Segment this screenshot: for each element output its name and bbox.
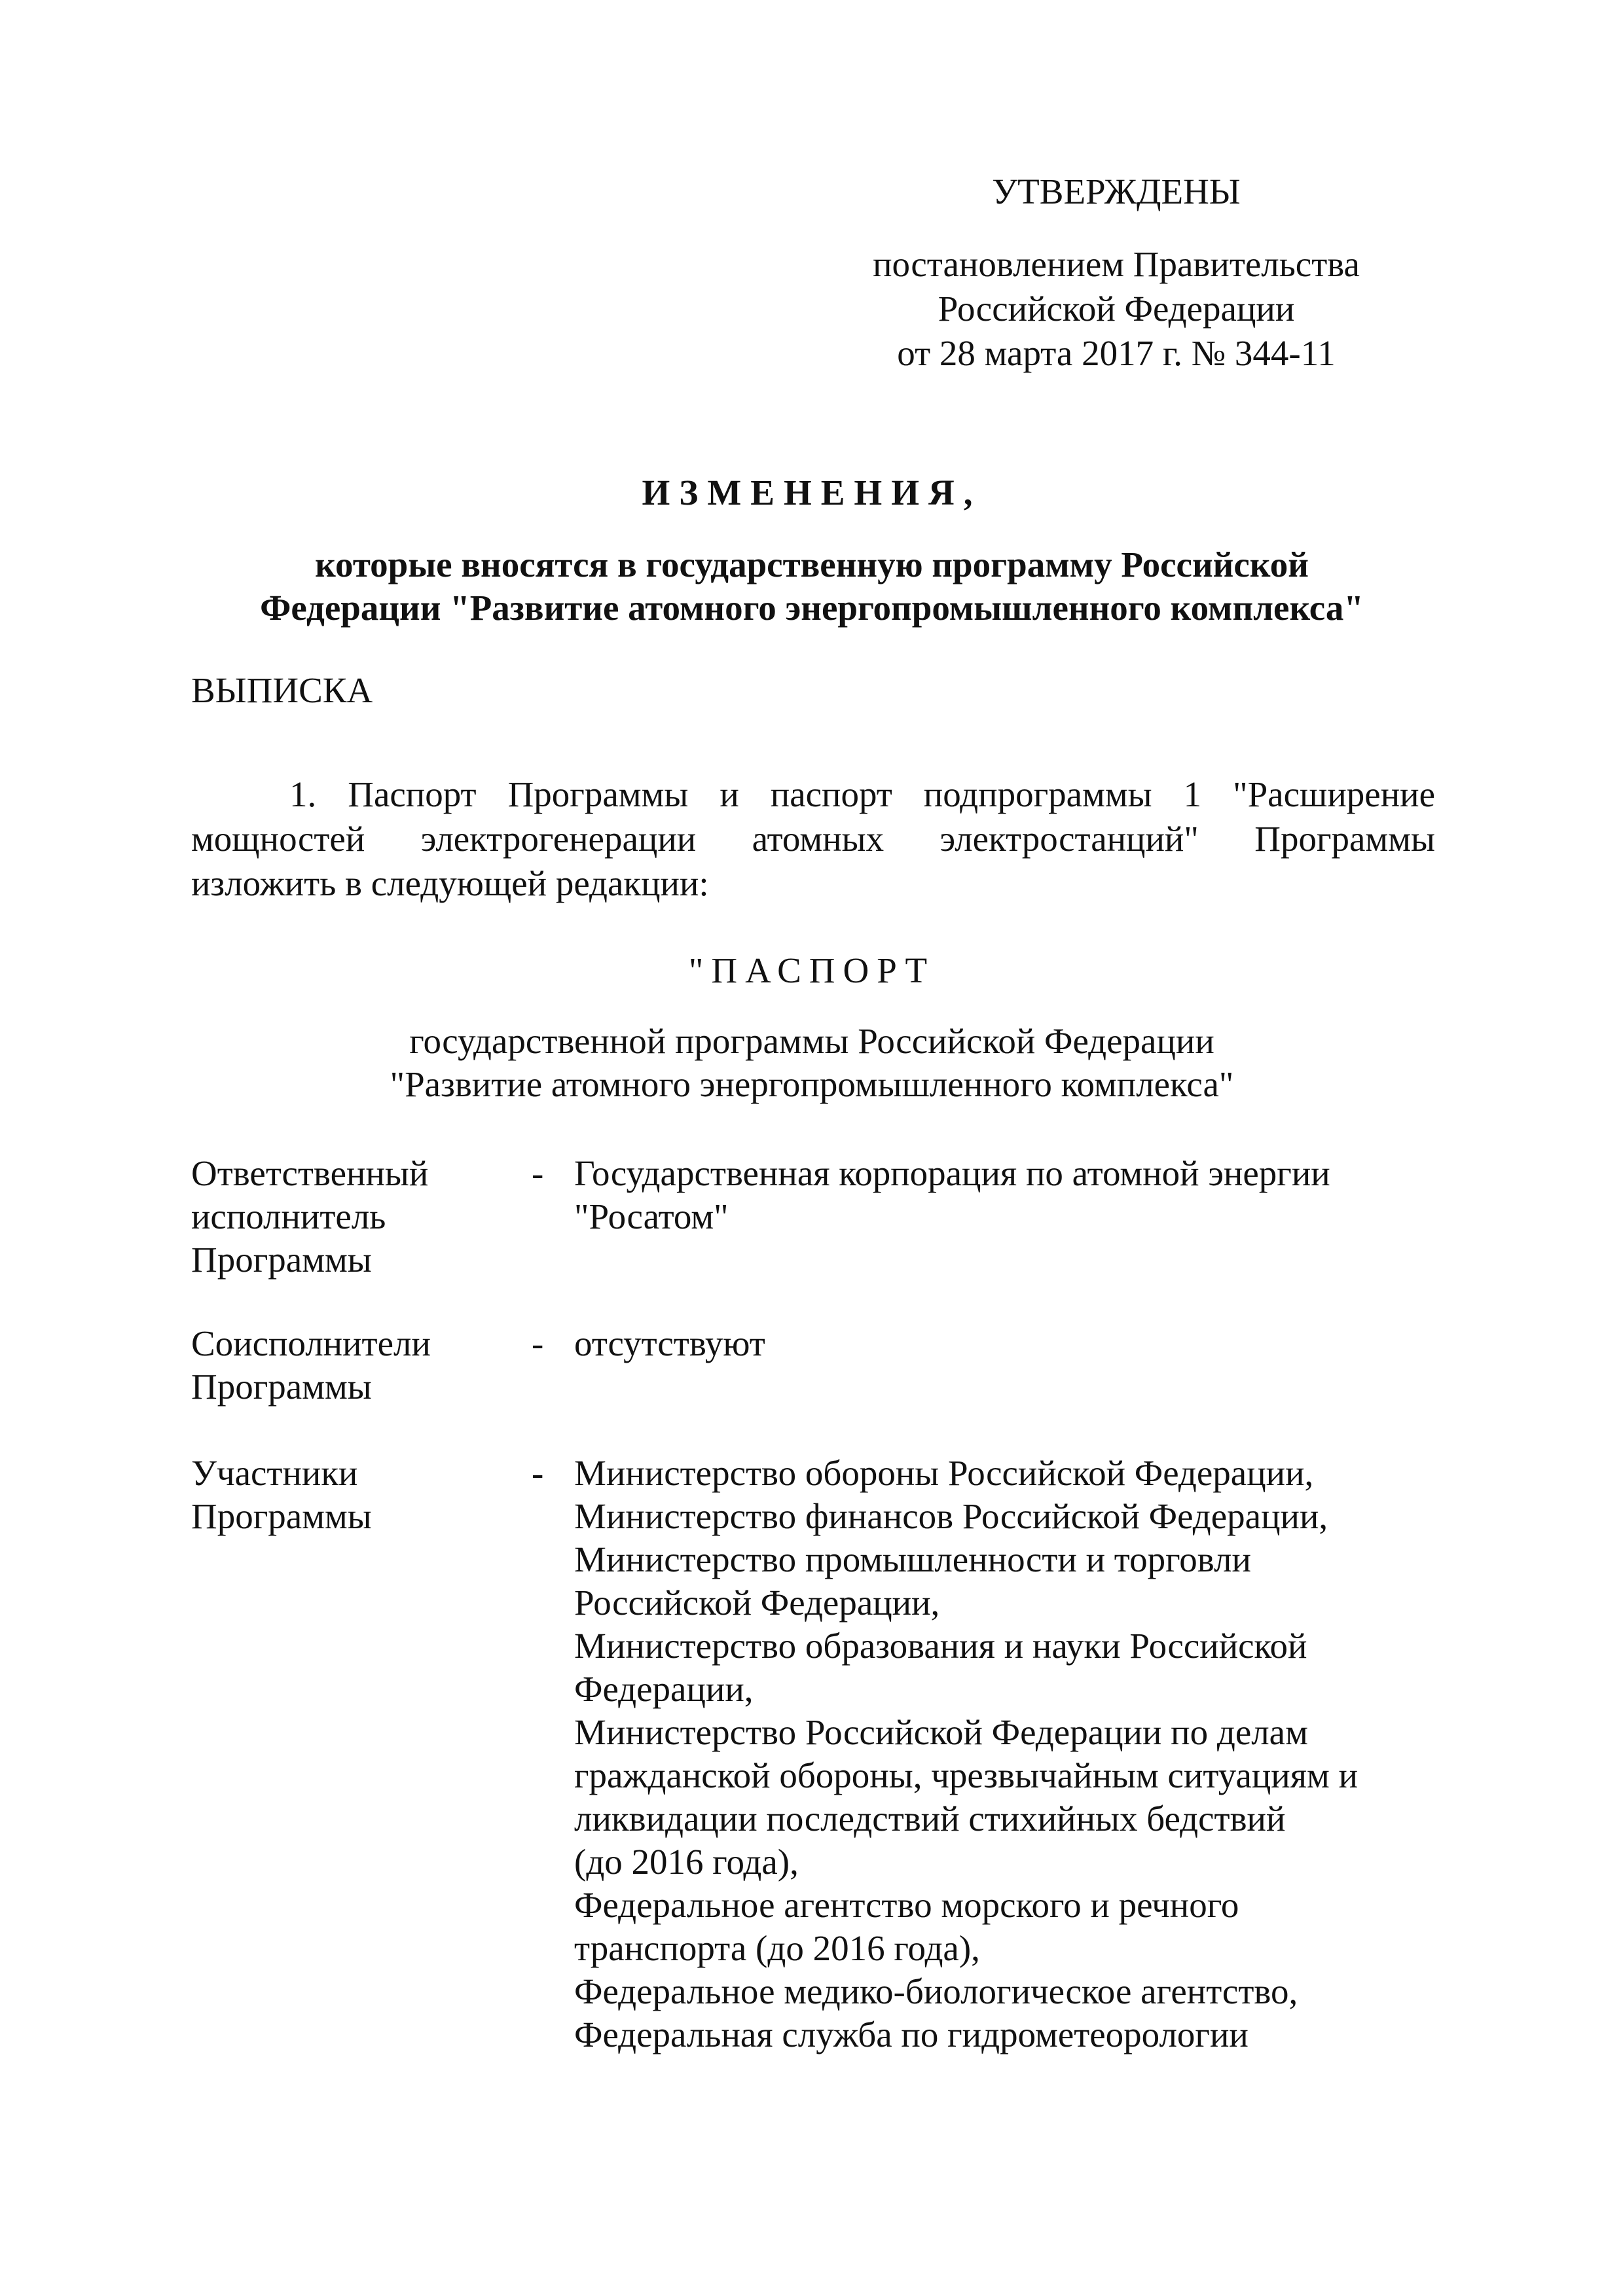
value-line: Федеральное агентство морского и речного [574, 1885, 1239, 1925]
label-line: исполнитель [191, 1196, 386, 1236]
value-line: гражданской обороны, чрезвычайным ситуациям и [574, 1755, 1359, 1795]
value-line: ликвидации последствий стихийных бедствий [574, 1799, 1286, 1839]
row-dash: - [532, 1453, 544, 1493]
passport-subtitle-line-2: "Развитие атомного энергопромышленного комплекса" [390, 1064, 1234, 1104]
row-value [574, 1452, 1435, 2056]
passport-heading [190, 949, 1434, 1106]
value-line: транспорта (до 2016 года), [574, 1928, 980, 1968]
label-line: Ответственный [191, 1153, 429, 1193]
value-line: Государственная корпорация по атомной энергии [574, 1153, 1330, 1193]
document-title-block [190, 471, 1434, 630]
label-line: Программы [191, 1496, 372, 1536]
value-line: отсутствуют [574, 1323, 765, 1363]
passport-row-responsible-executor [191, 1152, 1435, 1282]
paragraph-line-1: 1. Паспорт Программы и паспорт подпрограммы 1 "Расширение [289, 774, 1435, 814]
passport-subtitle-line-1: государственной программы Российской Федерации [409, 1021, 1214, 1061]
value-line: Российской Федерации, [574, 1583, 940, 1623]
extract-label: ВЫПИСКА [191, 670, 373, 710]
value-line: Министерство Российской Федерации по делам [574, 1712, 1308, 1752]
row-dash: - [532, 1323, 544, 1363]
label-line: Программы [191, 1367, 372, 1407]
passport-title: "ПАСПОРТ [688, 950, 936, 990]
value-line: Федерации, [574, 1669, 754, 1709]
approval-line-1: постановлением Правительства [873, 244, 1360, 284]
label-line: Соисполнители [191, 1323, 431, 1363]
value-line: Министерство финансов Российской Федерации, [574, 1496, 1328, 1536]
row-dash: - [532, 1153, 544, 1193]
value-line: (до 2016 года), [574, 1842, 799, 1882]
document-subtitle-line-1: которые вносятся в государственную программу Российской [315, 545, 1309, 584]
value-line: "Росатом" [574, 1196, 729, 1236]
paragraph-line-2: мощностей электрогенерации атомных электростанций" Программы [191, 819, 1435, 859]
value-line: Министерство промышленности и торговли [574, 1539, 1251, 1579]
row-value [574, 1322, 1435, 1408]
document-title: ИЗМЕНЕНИЯ, [642, 473, 982, 512]
passport-row-co-executors [191, 1322, 1435, 1408]
row-label [191, 1322, 532, 1408]
label-line: Программы [191, 1240, 372, 1280]
approved-label: УТВЕРЖДЕНЫ [992, 171, 1241, 211]
passport-row-participants [191, 1452, 1435, 2056]
value-line: Федеральная служба по гидрометеорологии [574, 2015, 1249, 2054]
paragraph-line-3: изложить в следующей редакции: [191, 863, 709, 903]
document-subtitle-line-2: Федерации "Развитие атомного энергопромышленного комплекса" [260, 588, 1364, 628]
value-line: Министерство образования и науки Российской [574, 1626, 1307, 1666]
approval-line-3: от 28 марта 2017 г. № 344-11 [897, 333, 1336, 373]
paragraph-item-1 [191, 772, 1435, 906]
approval-stamp-block [831, 169, 1401, 376]
approval-line-2: Российской Федерации [938, 289, 1295, 329]
row-value [574, 1152, 1435, 1282]
value-line: Министерство обороны Российской Федерации, [574, 1453, 1314, 1493]
row-label [191, 1452, 532, 2056]
label-line: Участники [191, 1453, 358, 1493]
row-label [191, 1152, 532, 1282]
value-line: Федеральное медико-биологическое агентство, [574, 1971, 1298, 2011]
